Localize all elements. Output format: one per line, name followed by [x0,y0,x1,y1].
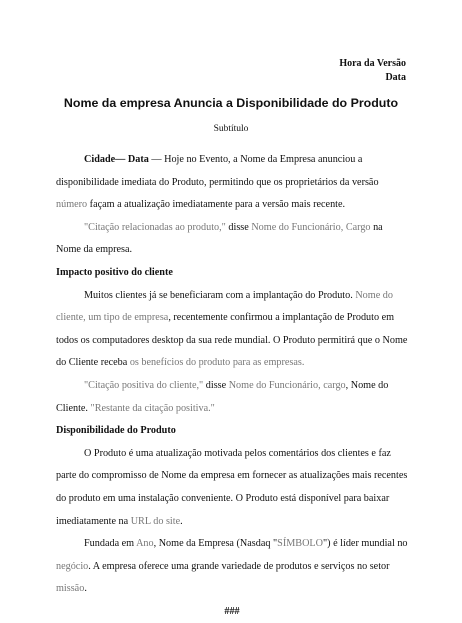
text: disse [225,221,252,233]
document-body [56,149,408,623]
placeholder-employee-role: Nome do Funcionário, cargo [228,379,346,391]
placeholder-employee: Nome do Funcionário, Cargo [251,221,371,233]
paragraph-boilerplate [56,533,408,601]
placeholder-customer: Nome do cliente, um tipo de empresa [56,289,393,324]
placeholder-customer-quote: "Citação positiva do cliente," [84,379,204,391]
release-time: Hora da Versão [339,58,406,69]
release-date: Data [385,72,406,83]
paragraph-quote [56,217,408,262]
release-header [339,57,406,85]
text: na Nome da empresa. [56,221,383,256]
text: , Nome da Empresa (Nasdaq " [153,538,278,550]
paragraph-customers [56,285,408,375]
placeholder-number: número [56,199,88,211]
text: . [180,515,183,527]
text: ") é líder mundial no [323,538,408,550]
paragraph-availability [56,443,408,533]
dateline: Cidade— Data [84,154,149,165]
placeholder-symbol: SÍMBOLO [277,538,324,550]
text: — Hoje no Evento, a Nome da Empresa anunciou a disponibilidade imediata do Produto, permitindo que os proprietários da versão [56,154,379,188]
text: . A empresa oferece uma grande variedade de produtos e serviços no setor [88,560,390,572]
placeholder-business: negócio [56,560,89,572]
text: . [84,583,87,595]
paragraph-intro [56,149,408,217]
placeholder-quote: "Citação relacionadas ao produto," [84,221,226,233]
text: O Produto é uma atualização motivada pelos comentários dos clientes e faz parte do compromisso de Nome da empresa em fornecer as atualizações mais recentes do produto em uma instalação conveniente. O Produto está disponível para baixar imediatamente na [56,447,408,527]
heading-customer-impact: Impacto positivo do cliente [56,266,173,278]
placeholder-year: Ano [136,538,154,550]
text: , recentemente confirmou a implantação de Produto em todos os computadores desktop da sua rede mundial. O Produto permitirá que o Nome do Cliente receba [56,312,408,369]
press-release-title: Nome da empresa Anuncia a Disponibilidade do Produto [63,96,399,110]
text: Fundada em [84,538,137,550]
text: , Nome do Cliente. [56,379,389,414]
paragraph-customer-quote [56,375,408,420]
placeholder-benefits: os benefícios do produto para as empresas. [129,357,305,369]
press-release-subtitle: Subtítulo [213,124,249,134]
heading-availability: Disponibilidade do Produto [56,425,176,437]
placeholder-mission: missão [56,583,85,595]
placeholder-site-url: URL do site [130,515,181,527]
text: façam a atualização imediatamente para a versão mais recente. [87,199,346,211]
end-mark: ### [224,605,240,617]
text: Muitos clientes já se beneficiaram com a implantação do Produto. [84,289,356,301]
placeholder-rest-quote: "Restante da citação positiva." [90,402,215,414]
text: disse [203,379,229,391]
